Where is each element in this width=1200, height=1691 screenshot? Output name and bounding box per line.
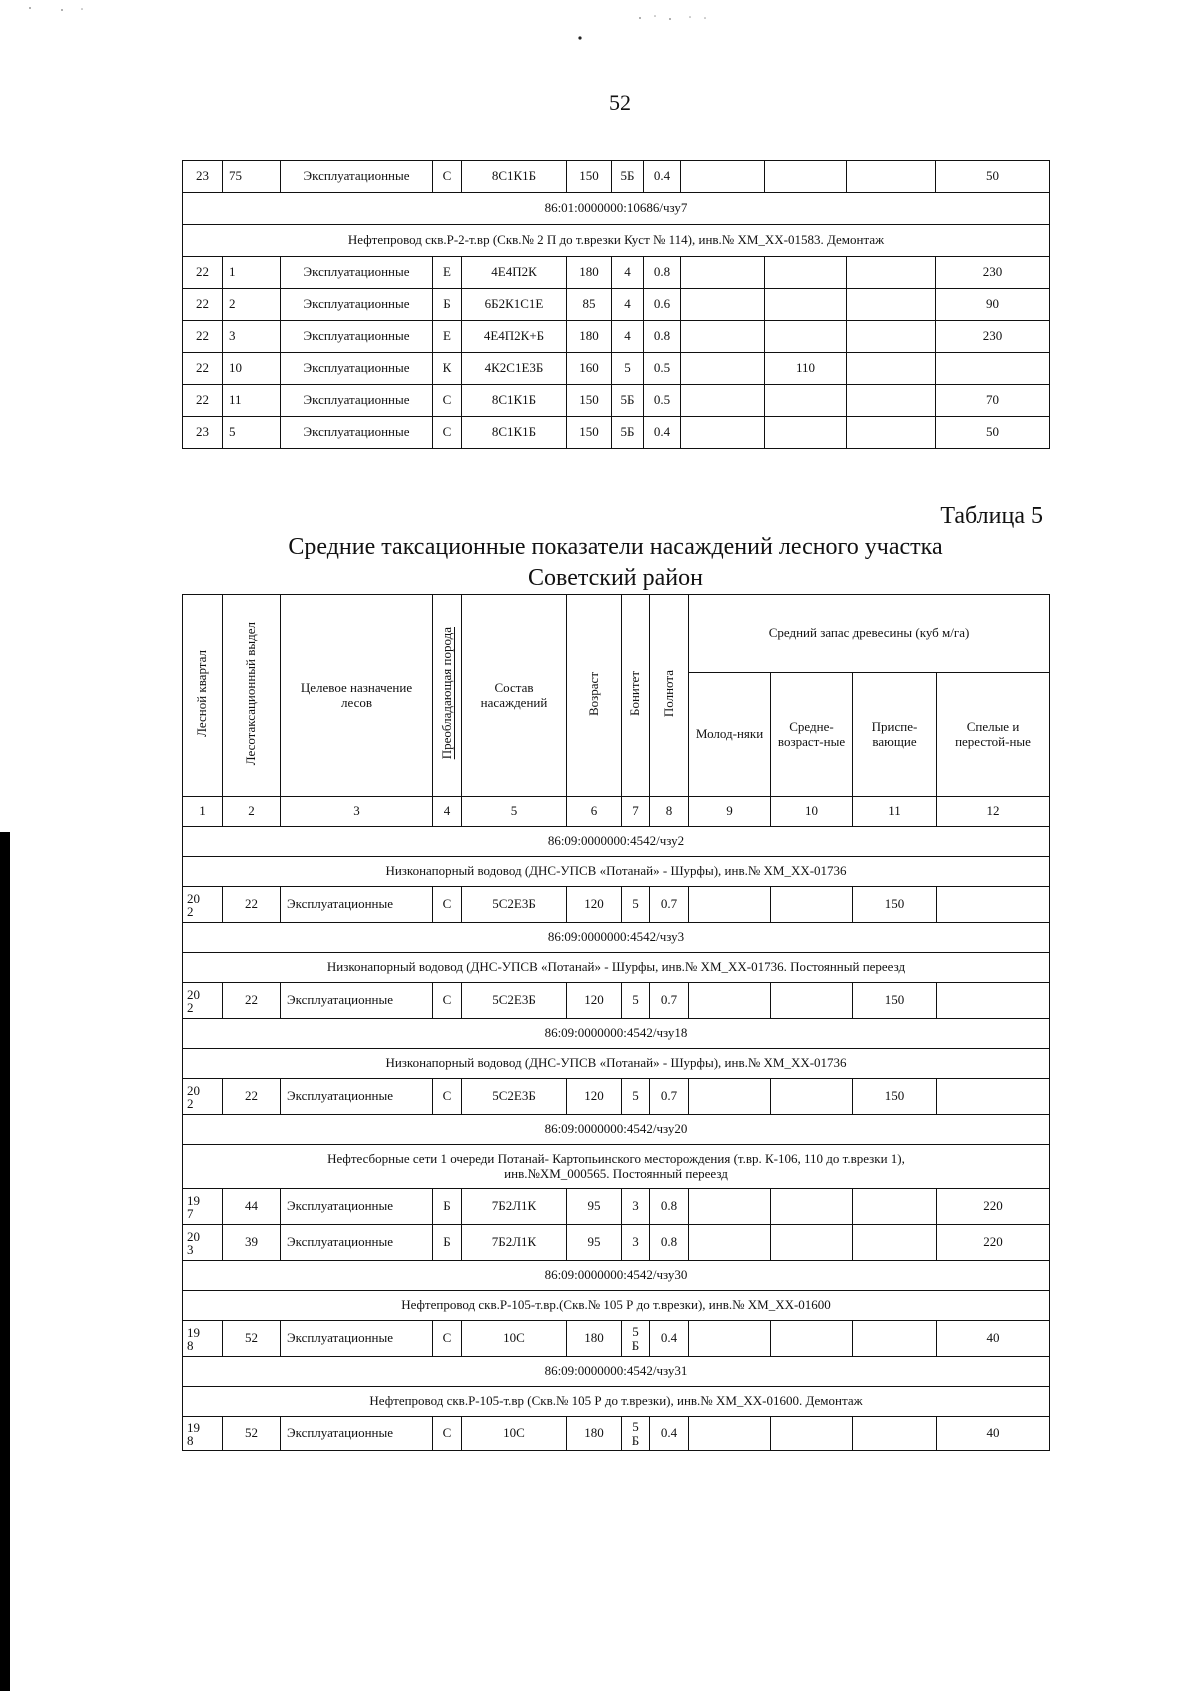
header-naznachenie: Целевое назначение лесов xyxy=(281,595,433,797)
section-row xyxy=(183,1019,1050,1049)
table-cell xyxy=(765,257,847,289)
table-row xyxy=(183,1189,1050,1225)
table-cell: 23 xyxy=(183,417,223,449)
table-cell: 22 xyxy=(223,983,281,1019)
table-cell xyxy=(847,417,936,449)
table-cell xyxy=(853,1321,937,1357)
section-label-line: Нефтесборные сети 1 очереди Потанай- Картопьинского месторождения (т.вр. К-106, 110 до т.врезки 1), xyxy=(327,1150,905,1166)
table-cell: Эксплуатационные xyxy=(281,353,433,385)
table-cell: 180 xyxy=(567,257,612,289)
page-number: 52 xyxy=(609,90,631,115)
table-cell: С xyxy=(433,983,462,1019)
table-cell: С xyxy=(433,887,462,923)
column-number: 3 xyxy=(281,797,433,827)
table-cell: 11 xyxy=(223,385,281,417)
table-cell: 4 xyxy=(612,321,644,353)
kvartal-part: 19 xyxy=(187,1192,200,1208)
table-cell: 230 xyxy=(936,321,1050,353)
table-row xyxy=(183,321,1050,353)
kvartal-part: 19 xyxy=(187,1419,200,1435)
table-cell: 50 xyxy=(936,161,1050,193)
table-cell: 90 xyxy=(936,289,1050,321)
column-number: 9 xyxy=(689,797,771,827)
kvartal-part: 20 xyxy=(187,986,200,1002)
table-cell: 50 xyxy=(936,417,1050,449)
table-cell: К xyxy=(433,353,462,385)
table-cell: 3 xyxy=(223,321,281,353)
table-cell: 150 xyxy=(567,161,612,193)
kvartal-part: 2 xyxy=(187,999,194,1015)
header-molodnyaki: Молод-няки xyxy=(689,673,771,797)
table-cell: 22 xyxy=(183,257,223,289)
table-cell: 5 xyxy=(622,1079,650,1115)
table-cell xyxy=(689,1189,771,1225)
table-cell: 120 xyxy=(567,887,622,923)
table-cell: 0.8 xyxy=(650,1189,689,1225)
table-cell xyxy=(771,887,853,923)
kvartal-part: 2 xyxy=(187,1095,194,1111)
kvartal-part: 8 xyxy=(187,1432,194,1448)
table-cell: С xyxy=(433,385,462,417)
section-label: 86:09:0000000:4542/чзу20 xyxy=(183,1115,1050,1145)
section-row xyxy=(183,1145,1050,1189)
section-label: Низконапорный водовод (ДНС-УПСВ «Потанай» - Шурфы), инв.№ ХМ_ХХ-01736 xyxy=(183,1049,1050,1079)
table-cell: Эксплуатационные xyxy=(281,289,433,321)
table-cell: 10С xyxy=(462,1417,567,1451)
column-number: 12 xyxy=(937,797,1050,827)
table-cell xyxy=(937,1079,1050,1115)
table-cell: Эксплуатационные xyxy=(281,161,433,193)
table-cell: 10С xyxy=(462,1321,567,1357)
table-cell: С xyxy=(433,161,462,193)
table-row xyxy=(183,1225,1050,1261)
kvartal-part: 19 xyxy=(187,1324,200,1340)
kvartal-cell xyxy=(183,1321,223,1357)
scan-edge-bar xyxy=(0,832,10,1691)
table-cell xyxy=(853,1225,937,1261)
table-cell: Эксплуатационные xyxy=(281,1079,433,1115)
table-cell: 150 xyxy=(567,417,612,449)
table-cell: 23 xyxy=(183,161,223,193)
header-poroda: Преобладающая порода xyxy=(433,595,462,797)
table-cell xyxy=(937,887,1050,923)
table-cell: 95 xyxy=(567,1189,622,1225)
continuation-table xyxy=(182,160,1050,449)
table-cell xyxy=(937,983,1050,1019)
table-cell xyxy=(681,417,765,449)
table-cell: 85 xyxy=(567,289,612,321)
table-cell xyxy=(853,1417,937,1451)
kvartal-part: 20 xyxy=(187,1082,200,1098)
bonitet-part: 5 xyxy=(632,1323,639,1339)
column-number: 2 xyxy=(223,797,281,827)
section-label: 86:09:0000000:4542/чзу2 xyxy=(183,827,1050,857)
table-cell: 110 xyxy=(765,353,847,385)
table-cell: 22 xyxy=(183,321,223,353)
table-cell: С xyxy=(433,1079,462,1115)
table-cell: 5С2Е3Б xyxy=(462,887,567,923)
table-cell: 52 xyxy=(223,1417,281,1451)
table-cell xyxy=(689,983,771,1019)
table-cell: 4 xyxy=(612,289,644,321)
table-cell: 5 xyxy=(622,983,650,1019)
table-cell: С xyxy=(433,417,462,449)
taxation-table-header xyxy=(183,595,1050,827)
table-cell xyxy=(689,1321,771,1357)
table-cell: 3 xyxy=(622,1189,650,1225)
header-zapas-group: Средний запас древесины (куб м/га) xyxy=(689,595,1050,673)
table-cell: Эксплуатационные xyxy=(281,385,433,417)
continuation-table-body xyxy=(183,161,1050,449)
table-cell: 4К2С1Е3Б xyxy=(462,353,567,385)
table-cell: 150 xyxy=(853,887,937,923)
section-row xyxy=(183,1357,1050,1387)
table-cell xyxy=(847,385,936,417)
table-cell: 5 xyxy=(622,887,650,923)
table-row xyxy=(183,887,1050,923)
table-cell xyxy=(771,1189,853,1225)
table-cell: Эксплуатационные xyxy=(281,417,433,449)
table-cell xyxy=(765,161,847,193)
table-cell: 0.8 xyxy=(644,321,681,353)
column-number: 10 xyxy=(771,797,853,827)
table-cell: 1 xyxy=(223,257,281,289)
column-number-row xyxy=(183,797,1050,827)
table-cell xyxy=(847,289,936,321)
column-number: 11 xyxy=(853,797,937,827)
table-cell: 0.6 xyxy=(644,289,681,321)
section-row xyxy=(183,953,1050,983)
table-cell: 4Е4П2К+Б xyxy=(462,321,567,353)
section-row xyxy=(183,1291,1050,1321)
bonitet-part: Б xyxy=(631,1337,640,1353)
kvartal-part: 3 xyxy=(187,1241,194,1257)
taxation-table xyxy=(182,594,1050,1451)
table-cell xyxy=(681,257,765,289)
table-cell: 0.8 xyxy=(644,257,681,289)
bonitet-cell xyxy=(622,1321,650,1357)
header-kvartal: Лесной квартал xyxy=(183,595,223,797)
table-cell xyxy=(689,887,771,923)
header-sostav: Состав насаждений xyxy=(462,595,567,797)
section-row xyxy=(183,225,1050,257)
table-cell: 180 xyxy=(567,1417,622,1451)
table-cell: 40 xyxy=(937,1417,1050,1451)
table-row xyxy=(183,257,1050,289)
header-vozrast: Возраст xyxy=(567,595,622,797)
section-row xyxy=(183,1261,1050,1291)
table-cell: 180 xyxy=(567,321,612,353)
kvartal-cell xyxy=(183,1189,223,1225)
table-cell: 2 xyxy=(223,289,281,321)
table-row xyxy=(183,353,1050,385)
table-cell: 0.5 xyxy=(644,385,681,417)
table-cell xyxy=(847,257,936,289)
header-bonitet: Бонитет xyxy=(622,595,650,797)
section-label: Низконапорный водовод (ДНС-УПСВ «Потанай» - Шурфы, инв.№ ХМ_ХХ-01736. Постоянный переезд xyxy=(183,953,1050,983)
table-cell: 0.7 xyxy=(650,887,689,923)
kvartal-part: 20 xyxy=(187,1228,200,1244)
column-number: 7 xyxy=(622,797,650,827)
section-label: 86:09:0000000:4542/чзу30 xyxy=(183,1261,1050,1291)
table-cell: 6Б2К1С1Е xyxy=(462,289,567,321)
section-row xyxy=(183,193,1050,225)
table-cell: 7Б2Л1К xyxy=(462,1189,567,1225)
table-cell: 160 xyxy=(567,353,612,385)
table-cell xyxy=(771,1225,853,1261)
table-row xyxy=(183,417,1050,449)
table-cell: Эксплуатационные xyxy=(281,321,433,353)
section-label: Нефтепровод скв.Р-2-т.вр (Скв.№ 2 П до т.врезки Куст № 114), инв.№ ХМ_ХХ-01583. Демонтаж xyxy=(183,225,1050,257)
table-cell: Эксплуатационные xyxy=(281,983,433,1019)
table-cell: 0.4 xyxy=(650,1417,689,1451)
table-cell: 5Б xyxy=(612,417,644,449)
bonitet-part: 5 xyxy=(632,1418,639,1434)
header-spelye: Спелые и перестой-ные xyxy=(937,673,1050,797)
table-number: Таблица 5 xyxy=(940,503,1043,529)
table-cell: 220 xyxy=(937,1225,1050,1261)
column-number: 1 xyxy=(183,797,223,827)
section-row xyxy=(183,1049,1050,1079)
table-cell: 75 xyxy=(223,161,281,193)
section-label: Нефтепровод скв.Р-105-т.вр.(Скв.№ 105 Р до т.врезки), инв.№ ХМ_ХХ-01600 xyxy=(183,1291,1050,1321)
section-row xyxy=(183,827,1050,857)
table-cell xyxy=(771,1417,853,1451)
header-vydel: Лесотаксационный выдел xyxy=(223,595,281,797)
bonitet-part: Б xyxy=(631,1432,640,1448)
table-cell: 70 xyxy=(936,385,1050,417)
table-cell: С xyxy=(433,1321,462,1357)
table-cell xyxy=(847,161,936,193)
table-cell: 3 xyxy=(622,1225,650,1261)
section-label: Нефтепровод скв.Р-105-т.вр (Скв.№ 105 Р до т.врезки), инв.№ ХМ_ХХ-01600. Демонтаж xyxy=(183,1387,1050,1417)
table-cell xyxy=(853,1189,937,1225)
table-cell: 0.4 xyxy=(650,1321,689,1357)
table-cell xyxy=(681,321,765,353)
table-cell: 22 xyxy=(183,353,223,385)
table-title: Средние таксационные показатели насаждений лесного участка xyxy=(288,534,943,560)
table-cell xyxy=(681,353,765,385)
kvartal-cell xyxy=(183,1079,223,1115)
table-cell: 52 xyxy=(223,1321,281,1357)
kvartal-cell xyxy=(183,1225,223,1261)
table-cell: 40 xyxy=(937,1321,1050,1357)
table-cell: 150 xyxy=(853,983,937,1019)
table-cell: 220 xyxy=(937,1189,1050,1225)
table-cell xyxy=(765,417,847,449)
table-row xyxy=(183,289,1050,321)
table-cell: 5Б xyxy=(612,385,644,417)
table-cell xyxy=(681,161,765,193)
table-cell xyxy=(765,321,847,353)
table-row xyxy=(183,1321,1050,1357)
column-number: 8 xyxy=(650,797,689,827)
table-cell xyxy=(847,353,936,385)
table-cell xyxy=(771,1321,853,1357)
kvartal-part: 7 xyxy=(187,1205,194,1221)
header-prispevayushchie: Приспе-вающие xyxy=(853,673,937,797)
table-cell: Эксплуатационные xyxy=(281,1225,433,1261)
table-cell: 5С2Е3Б xyxy=(462,1079,567,1115)
table-row xyxy=(183,1079,1050,1115)
table-cell: 8С1К1Б xyxy=(462,417,567,449)
table-cell: 0.7 xyxy=(650,1079,689,1115)
table-row xyxy=(183,385,1050,417)
kvartal-part: 2 xyxy=(187,903,194,919)
table-cell xyxy=(847,321,936,353)
table-cell: Эксплуатационные xyxy=(281,887,433,923)
kvartal-cell xyxy=(183,1417,223,1451)
table-row xyxy=(183,161,1050,193)
table-cell: 0.4 xyxy=(644,417,681,449)
table-cell: 7Б2Л1К xyxy=(462,1225,567,1261)
section-row xyxy=(183,1115,1050,1145)
table-cell: 120 xyxy=(567,983,622,1019)
kvartal-cell xyxy=(183,983,223,1019)
table-cell: 22 xyxy=(223,887,281,923)
table-cell xyxy=(936,353,1050,385)
section-label-line: инв.№ХМ_000565. Постоянный переезд xyxy=(504,1165,728,1181)
section-row xyxy=(183,857,1050,887)
table-cell: Е xyxy=(433,321,462,353)
section-label: 86:09:0000000:4542/чзу31 xyxy=(183,1357,1050,1387)
kvartal-part: 20 xyxy=(187,890,200,906)
table-cell: 39 xyxy=(223,1225,281,1261)
section-label: 86:01:0000000:10686/чзу7 xyxy=(183,193,1050,225)
table-cell: 4 xyxy=(612,257,644,289)
table-cell xyxy=(689,1225,771,1261)
section-row xyxy=(183,923,1050,953)
table-cell: 120 xyxy=(567,1079,622,1115)
table-cell: 44 xyxy=(223,1189,281,1225)
header-srednevozrastnye: Средне-возраст-ные xyxy=(771,673,853,797)
table-cell: Е xyxy=(433,257,462,289)
column-number: 6 xyxy=(567,797,622,827)
table-cell: 0.7 xyxy=(650,983,689,1019)
table-cell: 5 xyxy=(612,353,644,385)
table-cell: 0.5 xyxy=(644,353,681,385)
table-row xyxy=(183,983,1050,1019)
table-cell: 150 xyxy=(853,1079,937,1115)
table-cell xyxy=(681,385,765,417)
table-cell: Б xyxy=(433,289,462,321)
table-cell: 5Б xyxy=(612,161,644,193)
table-cell: 150 xyxy=(567,385,612,417)
section-label: 86:09:0000000:4542/чзу18 xyxy=(183,1019,1050,1049)
table-cell xyxy=(689,1417,771,1451)
table-row xyxy=(183,1417,1050,1451)
table-cell xyxy=(689,1079,771,1115)
table-cell xyxy=(771,1079,853,1115)
table-cell: 10 xyxy=(223,353,281,385)
kvartal-cell xyxy=(183,887,223,923)
table-cell: 22 xyxy=(223,1079,281,1115)
table-cell: Эксплуатационные xyxy=(281,1189,433,1225)
table-cell: 0.4 xyxy=(644,161,681,193)
section-row xyxy=(183,1387,1050,1417)
table-cell xyxy=(765,385,847,417)
table-cell: 22 xyxy=(183,385,223,417)
table-cell xyxy=(681,289,765,321)
header-polnota: Полнота xyxy=(650,595,689,797)
table-cell xyxy=(765,289,847,321)
bonitet-cell xyxy=(622,1417,650,1451)
section-label xyxy=(183,1145,1050,1189)
taxation-table-body xyxy=(183,827,1050,1451)
table-cell: 0.8 xyxy=(650,1225,689,1261)
section-label: Низконапорный водовод (ДНС-УПСВ «Потанай» - Шурфы), инв.№ ХМ_ХХ-01736 xyxy=(183,857,1050,887)
section-label: 86:09:0000000:4542/чзу3 xyxy=(183,923,1050,953)
column-number: 5 xyxy=(462,797,567,827)
table-cell: 230 xyxy=(936,257,1050,289)
table-cell: Эксплуатационные xyxy=(281,257,433,289)
table-cell: Б xyxy=(433,1225,462,1261)
table-cell: 4Е4П2К xyxy=(462,257,567,289)
table-subtitle: Советский район xyxy=(528,565,703,591)
table-cell: Эксплуатационные xyxy=(281,1321,433,1357)
table-cell: 5 xyxy=(223,417,281,449)
table-cell: С xyxy=(433,1417,462,1451)
kvartal-part: 8 xyxy=(187,1337,194,1353)
table-cell: 8С1К1Б xyxy=(462,161,567,193)
table-cell: 5С2Е3Б xyxy=(462,983,567,1019)
table-cell: Б xyxy=(433,1189,462,1225)
table-cell: 8С1К1Б xyxy=(462,385,567,417)
table-cell: Эксплуатационные xyxy=(281,1417,433,1451)
table-cell: 95 xyxy=(567,1225,622,1261)
table-cell: 22 xyxy=(183,289,223,321)
table-cell: 180 xyxy=(567,1321,622,1357)
column-number: 4 xyxy=(433,797,462,827)
table-cell xyxy=(771,983,853,1019)
